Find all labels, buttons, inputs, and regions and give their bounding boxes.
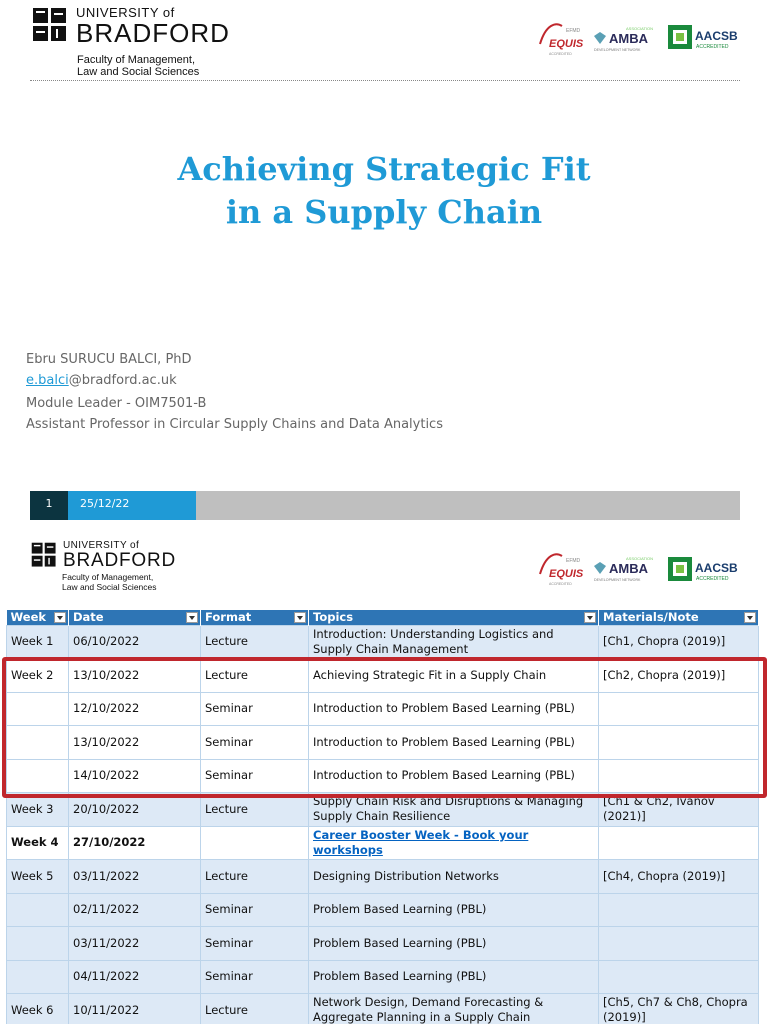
cell-date: 27/10/2022 [69, 826, 201, 860]
equis-name: EQUIS [549, 38, 584, 50]
cell-date: 03/11/2022 [69, 860, 201, 894]
cell-topic[interactable] [309, 826, 599, 860]
column-header-label: Format [205, 610, 252, 625]
table-header-row [7, 610, 759, 625]
cell-week [7, 927, 69, 961]
career-booster-link[interactable]: Career Booster Week - Book your workshops [313, 827, 529, 857]
aacsb-sub: ACCREDITED [696, 576, 729, 582]
cell-date: 06/10/2022 [69, 625, 201, 659]
cell-week: Week 6 [7, 994, 69, 1024]
cell-week: Week 4 [7, 826, 69, 860]
cell-topic: Network Design, Demand Forecasting & Aggregate Planning in a Supply Chain [309, 994, 599, 1024]
column-header-materials[interactable] [599, 610, 759, 625]
cell-note [599, 826, 759, 860]
cell-format: Lecture [201, 625, 309, 659]
cell-format: Seminar [201, 960, 309, 994]
cell-topic: Introduction: Understanding Logistics and Supply Chain Management [309, 625, 599, 659]
cell-week [7, 960, 69, 994]
cell-format: Seminar [201, 726, 309, 760]
cell-date: 13/10/2022 [69, 726, 201, 760]
faculty-line1: Faculty of Management, [77, 54, 196, 66]
cell-date: 10/11/2022 [69, 994, 201, 1024]
cell-note: [Ch1, Chopra (2019)] [599, 625, 759, 659]
slide-footer [30, 491, 740, 520]
amba-logo [592, 554, 658, 584]
slide-title-line2: in a Supply Chain [225, 193, 543, 231]
column-header-label: Materials/Note [603, 610, 699, 625]
cell-format: Seminar [201, 759, 309, 793]
cell-format: Seminar [201, 927, 309, 961]
author-role-module-leader: Module Leader - OIM7501-B [26, 396, 207, 411]
cell-week: Week 3 [7, 793, 69, 827]
filter-dropdown-icon[interactable] [186, 612, 198, 623]
cell-week: Week 1 [7, 625, 69, 659]
cell-note [599, 927, 759, 961]
amba-top: ASSOCIATION [626, 26, 654, 31]
cell-format: Lecture [201, 860, 309, 894]
cell-date: 20/10/2022 [69, 793, 201, 827]
cell-note: [Ch2, Chopra (2019)] [599, 659, 759, 693]
faculty-line1: Faculty of Management, [62, 572, 154, 582]
university-crest-icon [32, 7, 68, 43]
slide-date: 25/12/22 [68, 491, 196, 520]
aacsb-logo [667, 556, 741, 584]
slide-title [0, 148, 768, 234]
cell-date: 04/11/2022 [69, 960, 201, 994]
author-block [26, 349, 443, 435]
column-header-week[interactable] [7, 610, 69, 625]
table-row [7, 893, 759, 927]
equis-sub: ACCREDITED [549, 582, 572, 586]
filter-dropdown-icon[interactable] [744, 612, 756, 623]
amba-sub: DEVELOPMENT NETWORK [594, 48, 641, 52]
cell-format: Lecture [201, 793, 309, 827]
cell-topic: Problem Based Learning (PBL) [309, 960, 599, 994]
cell-date: 03/11/2022 [69, 927, 201, 961]
cell-note [599, 893, 759, 927]
university-logo-small [31, 540, 176, 570]
table-row [7, 994, 759, 1024]
cell-date: 12/10/2022 [69, 692, 201, 726]
cell-format: Seminar [201, 893, 309, 927]
aacsb-logo [667, 24, 741, 52]
faculty-name [62, 573, 157, 592]
table-row [7, 826, 759, 860]
equis-top: EFMD [566, 558, 581, 564]
header-divider [30, 80, 740, 81]
cell-date: 14/10/2022 [69, 759, 201, 793]
author-name: Ebru SURUCU BALCI, PhD [26, 352, 192, 367]
amba-logo [592, 24, 658, 54]
cell-date: 02/11/2022 [69, 893, 201, 927]
equis-logo [536, 552, 586, 588]
university-line2: BRADFORD [76, 18, 230, 48]
cell-note: [Ch5, Ch7 & Ch8, Chopra (2019)] [599, 994, 759, 1024]
slide-title-line1: Achieving Strategic Fit [177, 150, 591, 188]
cell-topic: Introduction to Problem Based Learning (PBL) [309, 692, 599, 726]
cell-note: [Ch1 & Ch2, Ivanov (2021)] [599, 793, 759, 827]
schedule-slide [0, 530, 768, 1024]
table-row [7, 625, 759, 659]
filter-dropdown-icon[interactable] [294, 612, 306, 623]
cell-topic: Introduction to Problem Based Learning (PBL) [309, 759, 599, 793]
cell-format: Seminar [201, 692, 309, 726]
cell-topic: Introduction to Problem Based Learning (PBL) [309, 726, 599, 760]
cell-note: [Ch4, Chopra (2019)] [599, 860, 759, 894]
cell-note [599, 960, 759, 994]
highlight-box [2, 657, 767, 798]
equis-logo [536, 22, 586, 58]
faculty-line2: Law and Social Sciences [62, 581, 157, 592]
faculty-name [77, 54, 199, 78]
amba-sub: DEVELOPMENT NETWORK [594, 578, 641, 582]
cell-topic: Designing Distribution Networks [309, 860, 599, 894]
cell-format: Lecture [201, 994, 309, 1024]
university-line2: BRADFORD [63, 550, 177, 571]
aacsb-sub: ACCREDITED [696, 44, 729, 50]
university-line1: UNIVERSITY of [63, 540, 140, 551]
university-crest-icon [31, 542, 57, 568]
column-header-label: Date [73, 610, 104, 625]
aacsb-name: AACSB [695, 561, 738, 575]
university-line1: UNIVERSITY of [76, 5, 175, 20]
amba-top: ASSOCIATION [626, 556, 654, 561]
aacsb-name: AACSB [695, 29, 738, 43]
author-email-user[interactable]: e.balci [26, 373, 69, 388]
faculty-line2: Law and Social Sciences [77, 66, 200, 78]
cell-format: Lecture [201, 659, 309, 693]
column-header-topics[interactable] [309, 610, 599, 625]
cell-topic: Supply Chain Risk and Disruptions & Managing Supply Chain Resilience [309, 793, 599, 827]
cell-topic: Problem Based Learning (PBL) [309, 893, 599, 927]
amba-name: AMBA [609, 561, 648, 576]
amba-name: AMBA [609, 31, 648, 46]
filter-dropdown-icon[interactable] [54, 612, 66, 623]
cell-week: Week 5 [7, 860, 69, 894]
column-header-label: Topics [313, 610, 354, 625]
cell-topic: Achieving Strategic Fit in a Supply Chain [309, 659, 599, 693]
column-header-label: Week [10, 610, 47, 625]
cell-format [201, 826, 309, 860]
table-row [7, 927, 759, 961]
cell-topic: Problem Based Learning (PBL) [309, 927, 599, 961]
column-header-format[interactable] [201, 610, 309, 625]
author-email[interactable] [26, 370, 443, 391]
filter-dropdown-icon[interactable] [584, 612, 596, 623]
table-row [7, 860, 759, 894]
equis-sub: ACCREDITED [549, 52, 572, 56]
column-header-date[interactable] [69, 610, 201, 625]
cell-date: 13/10/2022 [69, 659, 201, 693]
author-role-professor: Assistant Professor in Circular Supply Chains and Data Analytics [26, 417, 443, 432]
table-row [7, 960, 759, 994]
cell-week: Week 2 [7, 659, 69, 693]
slide-number: 1 [30, 491, 68, 520]
cell-week [7, 893, 69, 927]
equis-top: EFMD [566, 28, 581, 34]
equis-name: EQUIS [549, 568, 584, 580]
university-logo [32, 6, 230, 46]
author-email-domain[interactable]: @bradford.ac.uk [68, 373, 177, 388]
